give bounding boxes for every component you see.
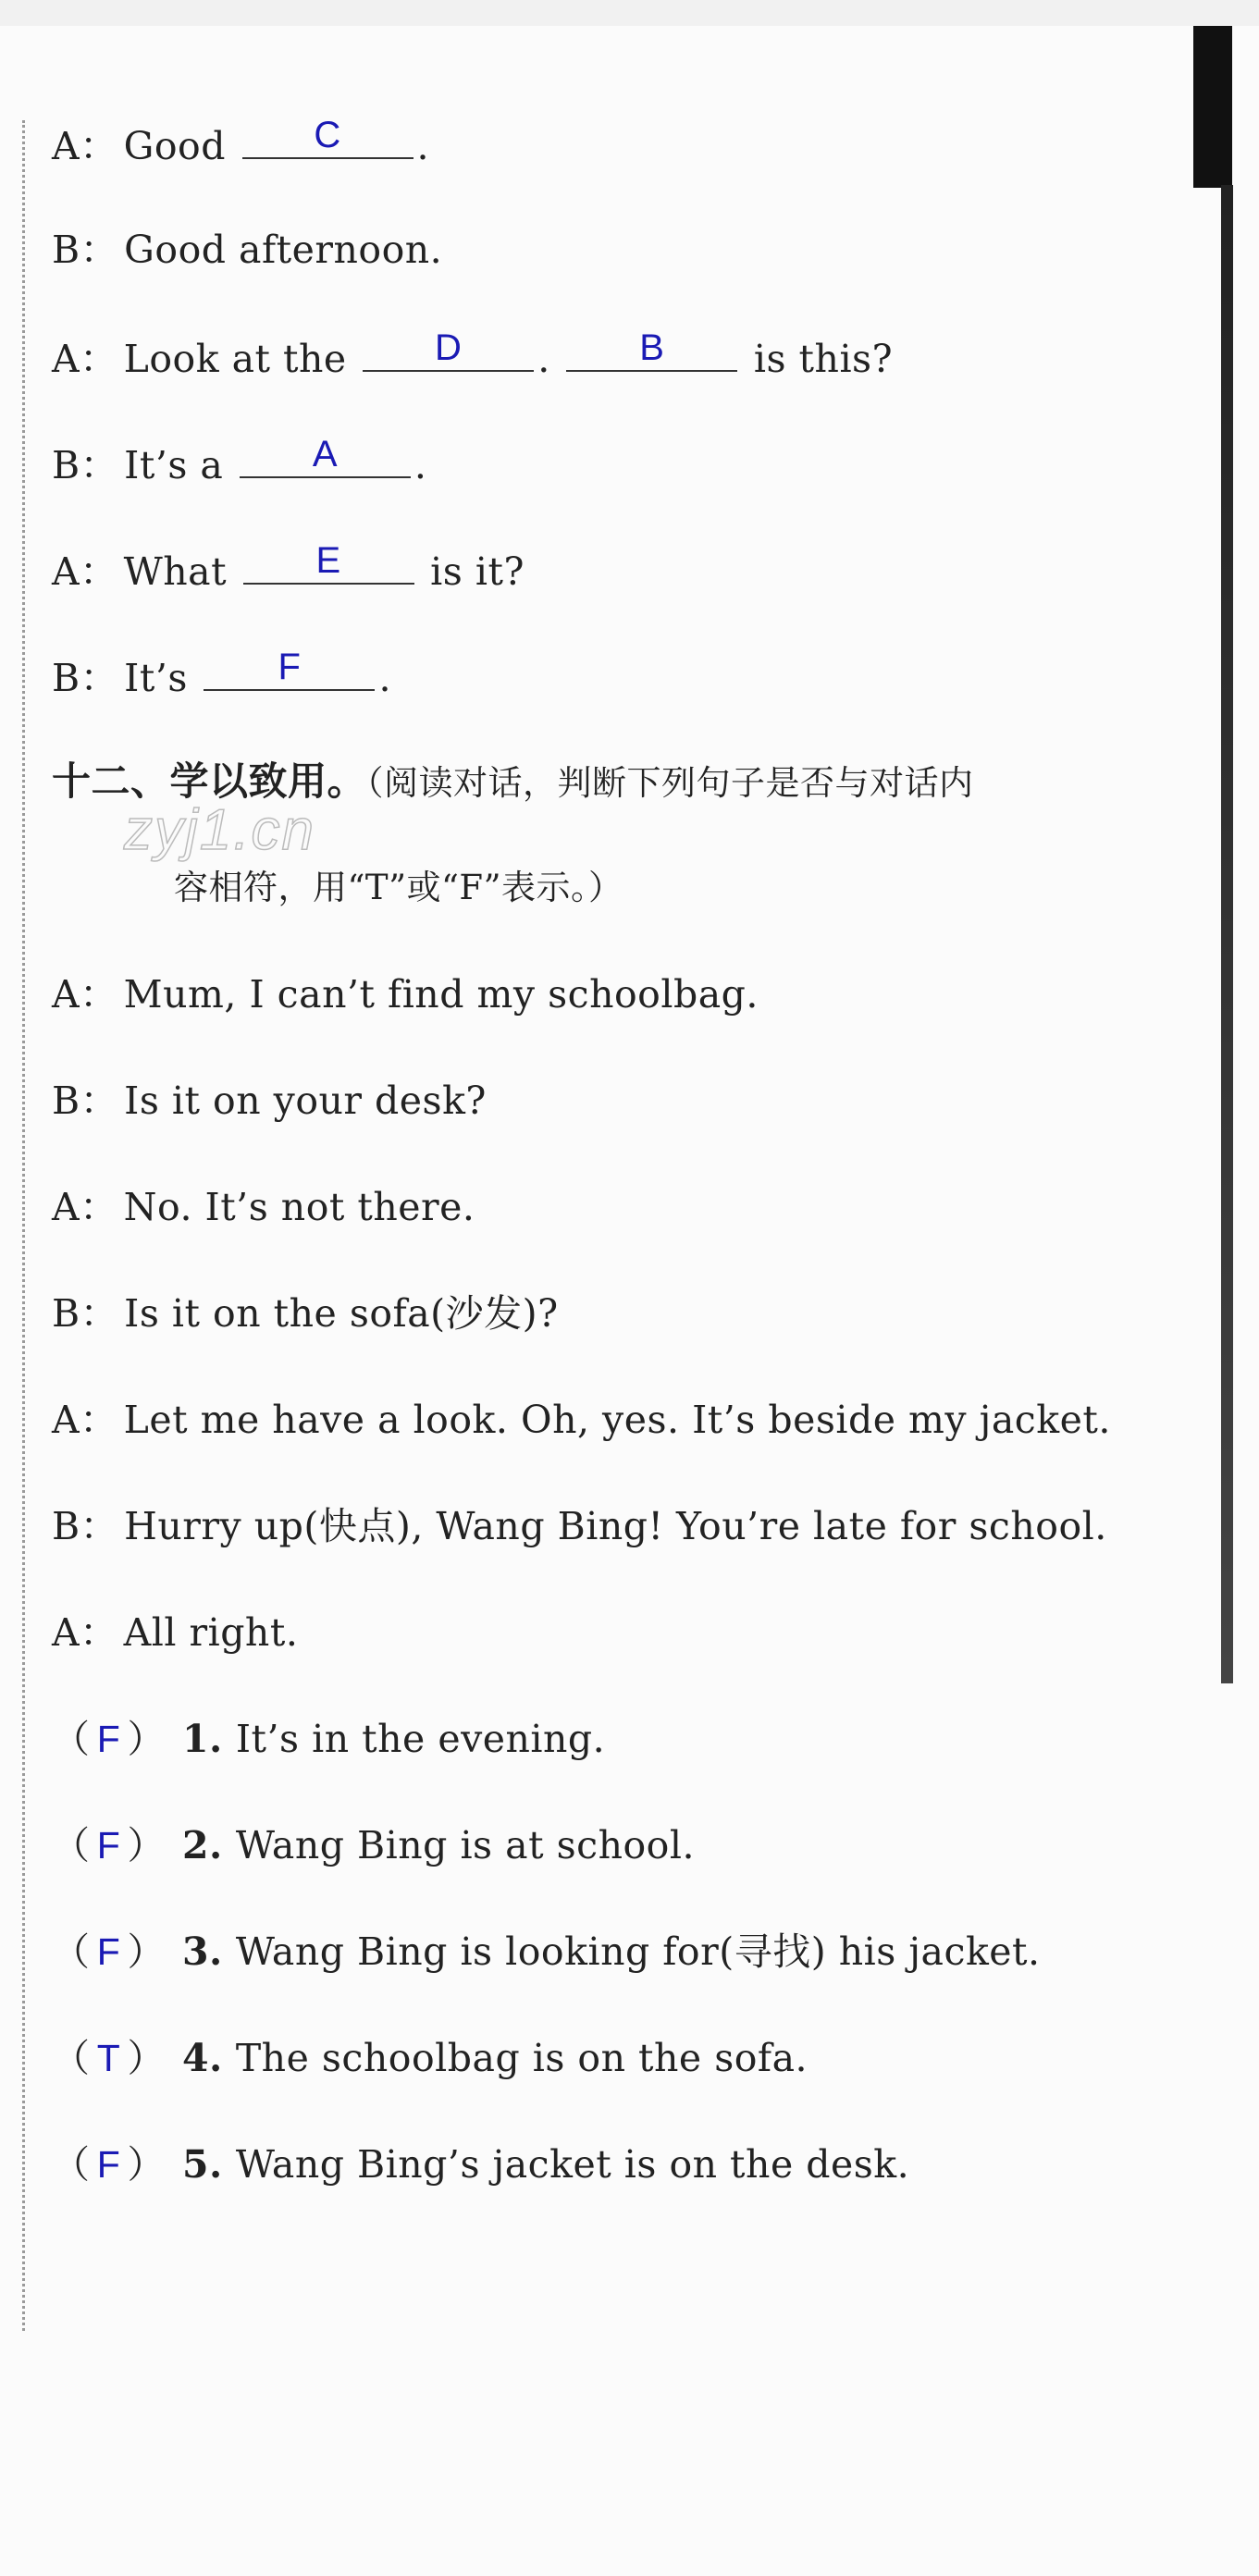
question-text: Wang Bing is at school. <box>235 1823 696 1867</box>
dialogue-line <box>52 115 430 169</box>
question-number: 4. <box>182 2036 223 2080</box>
speaker-label: B： <box>52 1504 119 1548</box>
dialogue-line <box>52 1290 559 1337</box>
line-text: No. It’s not there. <box>123 1185 475 1229</box>
top-band <box>0 0 1259 26</box>
line-text: . <box>413 443 427 487</box>
answer-blank <box>240 434 411 478</box>
answer-blank <box>363 327 534 372</box>
question-answer: F <box>96 1824 121 1867</box>
answer-blank <box>243 540 414 585</box>
question-answer: F <box>96 2143 121 2186</box>
dialogue-line <box>52 1397 1111 1443</box>
blank-answer: B <box>639 327 665 368</box>
speaker-label: A： <box>52 337 118 381</box>
question-text: Wang Bing’s jacket is on the desk. <box>235 2142 910 2187</box>
line-text: Mum, I can’t find my schoolbag. <box>123 972 759 1017</box>
paren-close: ） <box>127 1929 166 1974</box>
paren-close: ） <box>127 2142 166 2187</box>
section-title: 十二、学以致用。 <box>52 758 367 804</box>
paren-open: （ <box>52 1929 91 1974</box>
paren-open: （ <box>52 1717 91 1761</box>
speaker-label: B： <box>52 443 119 487</box>
question-text: It’s in the evening. <box>235 1717 606 1761</box>
question-item <box>52 2035 808 2081</box>
answer-blank <box>566 327 737 372</box>
question-answer: F <box>96 1930 121 1973</box>
paren-open: （ <box>52 1823 91 1867</box>
dialogue-line <box>52 1078 487 1124</box>
binding-edge-thin <box>1221 185 1233 1683</box>
line-text: It’s a <box>124 443 224 487</box>
dialogue-line <box>52 1609 298 1656</box>
speaker-label: B： <box>52 1078 119 1123</box>
question-item <box>52 1929 1041 1975</box>
margin-dotted-line <box>22 120 25 2331</box>
question-answer: F <box>96 1718 121 1760</box>
line-text: . <box>416 124 430 168</box>
question-item <box>52 1822 695 1868</box>
blank-answer: F <box>278 647 302 687</box>
dialogue-line <box>52 540 525 595</box>
dialogue-line <box>52 227 442 273</box>
answer-blank <box>204 647 375 691</box>
line-text: is it? <box>430 549 525 594</box>
watermark-logo: zyj1.cn <box>124 798 315 862</box>
question-number: 3. <box>182 1929 223 1974</box>
line-text: Look at the <box>123 337 347 381</box>
line-text: Hurry up(快点), Wang Bing! You’re late for school. <box>124 1504 1107 1548</box>
dialogue-line <box>52 434 427 488</box>
section-instruction: （阅读对话，判断下列句子是否与对话内 <box>366 763 974 803</box>
question-answer: T <box>96 2037 121 2079</box>
speaker-label: B： <box>52 228 119 272</box>
question-text: The schoolbag is on the sofa. <box>235 2036 808 2080</box>
line-text: . <box>537 337 550 381</box>
paren-close: ） <box>127 1823 166 1867</box>
line-text: Good <box>123 124 226 168</box>
section-instruction: 容相符，用“T”或“F”表示。） <box>174 868 623 907</box>
line-text: It’s <box>124 656 188 700</box>
dialogue-line <box>52 971 759 1017</box>
line-text: . <box>378 656 391 700</box>
paren-open: （ <box>52 2142 91 2187</box>
line-text: is this? <box>753 337 894 381</box>
line-text: Good afternoon. <box>124 228 443 272</box>
dialogue-line <box>52 1184 475 1230</box>
line-text: Let me have a look. Oh, yes. It’s beside my jacket. <box>123 1398 1111 1442</box>
dialogue-line <box>52 327 894 382</box>
speaker-label: B： <box>52 656 119 700</box>
speaker-label: A： <box>52 124 118 168</box>
speaker-label: A： <box>52 549 118 594</box>
blank-answer: C <box>314 115 341 155</box>
blank-answer: E <box>315 540 341 581</box>
question-item <box>52 2141 909 2188</box>
section-instruction-cont <box>174 865 623 911</box>
question-number: 2. <box>182 1823 223 1867</box>
line-text: Is it on your desk? <box>124 1078 487 1123</box>
speaker-label: A： <box>52 1185 118 1229</box>
question-number: 5. <box>182 2142 223 2187</box>
speaker-label: A： <box>52 972 118 1017</box>
line-text: What <box>123 549 228 594</box>
binding-edge <box>1193 26 1232 188</box>
question-text: Wang Bing is looking for(寻找) his jacket. <box>235 1929 1041 1974</box>
speaker-label: A： <box>52 1610 118 1655</box>
question-number: 1. <box>182 1717 223 1761</box>
speaker-label: A： <box>52 1398 118 1442</box>
paren-open: （ <box>52 2036 91 2080</box>
paren-close: ） <box>127 1717 166 1761</box>
dialogue-line <box>52 1503 1107 1549</box>
line-text: Is it on the sofa(沙发)? <box>124 1291 559 1336</box>
line-text: All right. <box>123 1610 299 1655</box>
speaker-label: B： <box>52 1291 119 1336</box>
question-item <box>52 1716 605 1762</box>
dialogue-line <box>52 647 391 701</box>
paren-close: ） <box>127 2036 166 2080</box>
answer-blank <box>242 115 413 159</box>
blank-answer: D <box>435 327 463 368</box>
blank-answer: A <box>312 434 339 475</box>
